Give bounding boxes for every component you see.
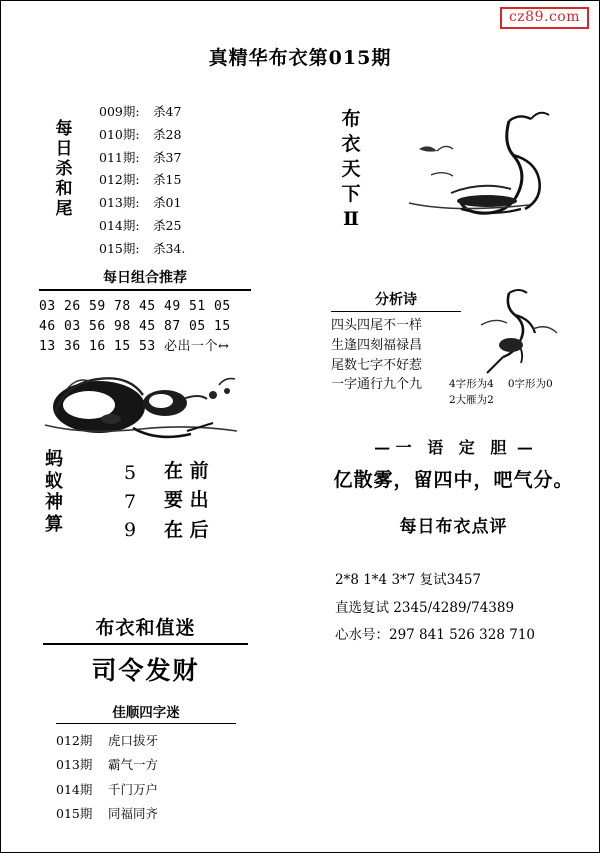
- riddle-text: 同福同齐: [108, 806, 159, 822]
- ant-phrase: 在 前: [164, 460, 209, 482]
- combo-cell: 49: [164, 299, 181, 314]
- kill-row-value: 杀25: [153, 217, 182, 233]
- kill-row-value: 杀28: [153, 126, 182, 142]
- daily-kill-vertical-label: [51, 119, 77, 219]
- riddle-text: 霸气一方: [108, 757, 159, 773]
- kill-label-char-1: 日: [55, 139, 73, 160]
- shape-note-left: 4字形为4: [449, 378, 494, 390]
- shape-note-row: [449, 393, 589, 409]
- ant-phrase: 要 出: [164, 489, 209, 512]
- table-row: [39, 297, 251, 317]
- kill-row-value: 杀34.: [153, 240, 186, 256]
- bytx-label-char-2: 天: [341, 158, 361, 181]
- riddle-title: 佳顺四字迷: [56, 701, 236, 724]
- combo-cell: 53: [139, 339, 156, 355]
- kill-row-value: 杀37: [153, 149, 182, 165]
- combo-cell: 51: [189, 299, 206, 314]
- ant-divination-block: [39, 441, 254, 561]
- kill-label-char-4: 尾: [55, 199, 73, 220]
- combo-cell: 03: [39, 299, 56, 314]
- kill-row-period: 009期:: [99, 104, 140, 119]
- list-item: [99, 101, 185, 124]
- numbers-row: 2*8 1*4 3*7 复试3457: [335, 572, 482, 588]
- combo-cell: 26: [64, 299, 81, 314]
- riddle-period: 012期: [56, 733, 93, 748]
- ink-illustration-landscape-svg: [37, 333, 249, 443]
- kill-row-value: 杀15: [153, 172, 182, 188]
- riddle-period: 013期: [56, 757, 93, 773]
- kill-row-period: 015期:: [99, 240, 140, 256]
- kill-label-char-3: 和: [55, 179, 73, 200]
- list-item: [99, 215, 185, 238]
- bytx-label-char-0: 布: [341, 108, 361, 130]
- analysis-poem-title: 分析诗: [331, 289, 461, 312]
- hezhi-title: 布衣和值迷: [43, 613, 248, 645]
- one-word-title: [331, 435, 576, 458]
- ant-numbers: [124, 459, 136, 545]
- ant-label-char-0: 蚂: [45, 449, 63, 470]
- ant-label-char-1: 蚁: [45, 470, 63, 492]
- numbers-block: [335, 567, 585, 650]
- kill-row-value: 杀47: [153, 104, 182, 119]
- combo-cell: 05: [214, 299, 231, 314]
- bytx-label-char-1: 衣: [341, 133, 361, 156]
- poem-line: 四头四尾不一样: [331, 318, 423, 333]
- riddle-text: 虎口拔牙: [108, 733, 159, 748]
- combo-cell: 56: [89, 319, 106, 335]
- kill-row-value: 杀01: [153, 195, 182, 210]
- one-word-block: [331, 435, 576, 537]
- four-char-riddle-block: [56, 701, 236, 827]
- combo-cell: 16: [89, 339, 106, 355]
- daily-kill-block: [41, 101, 261, 256]
- ant-vertical-label: [41, 449, 67, 535]
- combo-cell: 15: [114, 339, 131, 355]
- shape-note-left: 2大雁为2: [449, 393, 494, 406]
- ant-phrase: 在 后: [164, 518, 209, 541]
- list-item: [56, 753, 236, 777]
- page-title: 真精华布衣第015期: [208, 47, 392, 69]
- combination-title: 每日组合推荐: [39, 267, 251, 291]
- analysis-poem-block: [331, 289, 461, 395]
- combo-cell: 45: [139, 299, 156, 314]
- combo-cell: 46: [39, 319, 56, 335]
- one-word-dash-left: —: [374, 438, 396, 457]
- ink-illustration-landscape: [37, 333, 249, 443]
- combo-cell: 87: [164, 319, 181, 335]
- ant-label-char-2: 神: [45, 492, 63, 514]
- ant-number: 5: [124, 462, 137, 484]
- kill-label-char-2: 杀: [55, 159, 73, 180]
- list-item: [99, 147, 185, 170]
- shape-note-row: [449, 377, 589, 393]
- kill-row-period: 012期:: [99, 172, 140, 188]
- kill-row-period: 011期:: [99, 149, 140, 165]
- kill-label-char-0: 每: [55, 119, 73, 139]
- list-item: [56, 729, 236, 753]
- ink-illustration-gourd: [391, 97, 571, 247]
- poem-line: 生逢四刻福禄昌: [331, 337, 423, 353]
- kill-row-period: 014期:: [99, 217, 140, 233]
- ink-illustration-gourd-svg: [391, 97, 571, 247]
- combo-cell: 13: [39, 339, 56, 355]
- numbers-row: 心水号：297 841 526 328 710: [335, 627, 536, 644]
- bytx-label-char-4: Ⅱ: [342, 208, 359, 231]
- combo-cell: 15: [214, 319, 231, 335]
- shape-note-right: 0字形为0: [507, 378, 553, 390]
- daily-comment-title: 每日布衣点评: [399, 517, 508, 537]
- kill-row-period: 013期:: [99, 195, 140, 210]
- riddle-text: 千门万户: [108, 781, 159, 797]
- one-word-phrase: 亿散雾，留四中，吧气分。: [333, 469, 574, 491]
- one-word-title-text: 一 语 定 胆: [395, 438, 512, 457]
- combo-cell: 59: [89, 299, 106, 314]
- ant-label-char-3: 算: [45, 513, 63, 535]
- shape-notes-block: [449, 377, 589, 409]
- one-word-dash-right: —: [511, 438, 533, 457]
- kill-row-period: 010期:: [99, 126, 140, 142]
- ant-phrases: [164, 457, 209, 545]
- list-item: [56, 802, 236, 826]
- hezhi-subtitle: 司令发财: [91, 656, 200, 685]
- riddle-period: 015期: [56, 806, 93, 822]
- riddle-rows: [56, 729, 236, 827]
- ant-number: 9: [124, 519, 137, 541]
- numbers-row: 直选复试 2345/4289/74389: [335, 599, 515, 616]
- combo-cell: 03: [64, 319, 81, 335]
- list-item: [99, 169, 185, 192]
- combo-cell: 36: [64, 339, 81, 355]
- combo-note: 必出一个: [164, 339, 219, 355]
- list-item: [56, 778, 236, 802]
- poem-line: 尾数七字不好惹: [331, 357, 423, 373]
- watermark-badge: cz89.com: [500, 7, 589, 29]
- ink-illustration-bird: [463, 285, 573, 385]
- riddle-period: 014期: [56, 781, 93, 797]
- combo-note-arrow: ↔: [218, 339, 230, 355]
- combo-cell: 78: [114, 299, 131, 314]
- combo-cell: 98: [114, 319, 131, 335]
- buyi-tianxia-vertical-label: [337, 107, 365, 232]
- list-item: [99, 192, 185, 215]
- list-item: [99, 124, 185, 147]
- hezhi-riddle-block: [43, 613, 248, 687]
- daily-kill-list: [99, 101, 185, 260]
- combo-cell: 45: [139, 319, 156, 335]
- combo-cell: 05: [189, 319, 206, 335]
- ant-number: 7: [124, 490, 137, 513]
- bytx-label-char-3: 下: [341, 183, 361, 206]
- list-item: [99, 238, 185, 261]
- analysis-poem-lines: [331, 316, 461, 395]
- poem-line: 一字通行九个九: [331, 377, 423, 393]
- ink-illustration-bird-svg: [463, 285, 573, 385]
